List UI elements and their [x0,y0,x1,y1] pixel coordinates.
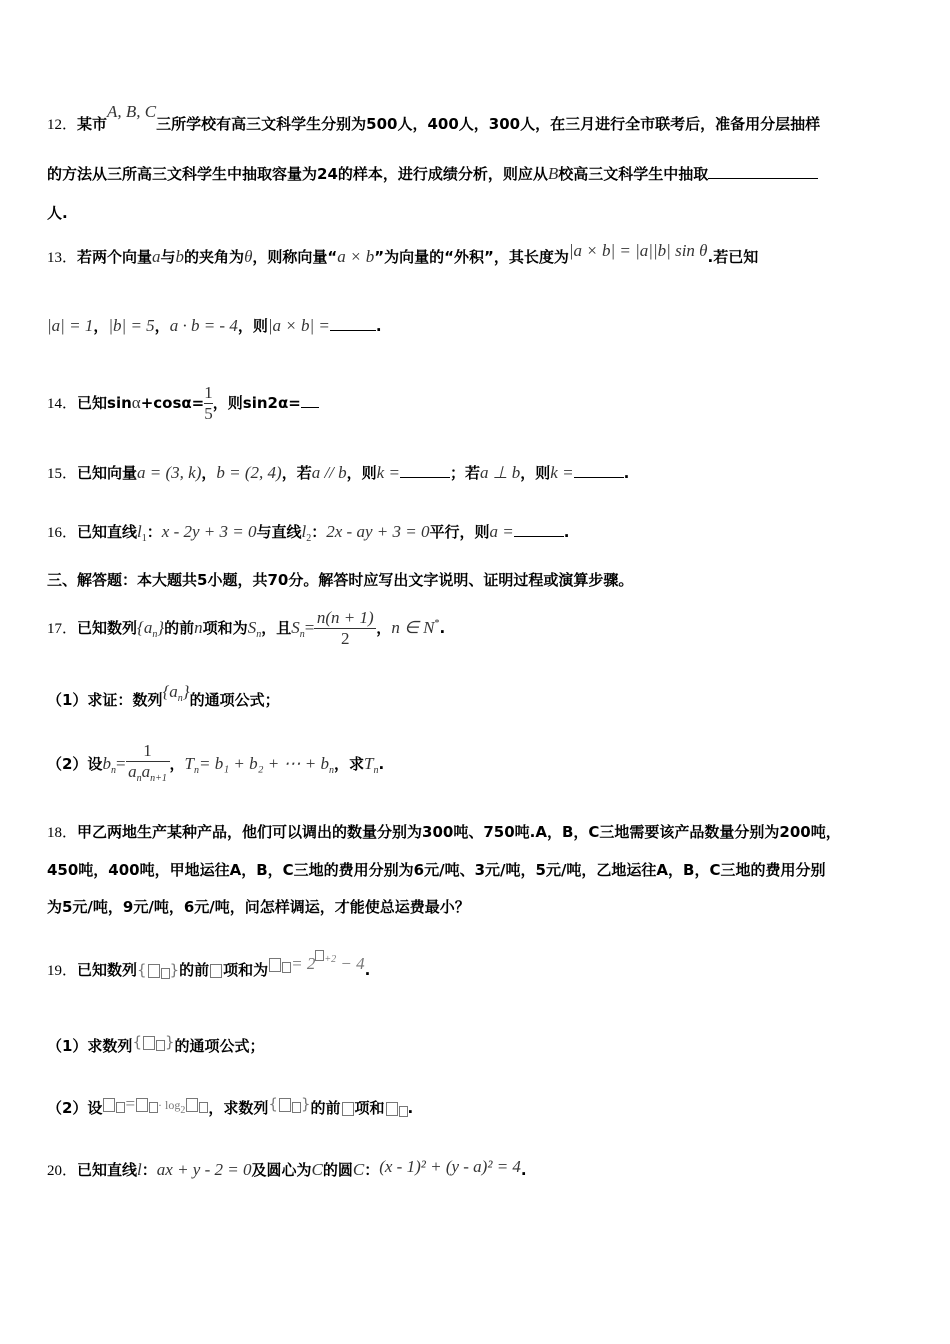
q19-eq: = 2 [291,954,316,973]
q19-number: 19． [47,963,78,979]
q17-t2: 的前 [164,619,195,637]
q15-perp: a ⊥ b [479,463,521,482]
q13-t5: ”为向量的“外积”，其长度为 [374,248,569,266]
q16-eq1: x - 2y + 3 = 0 [161,522,257,541]
q17-t5: ， [376,619,392,637]
q19-p2-label: （2）设 [47,1099,103,1117]
q19-p2-text: ，求数列 [208,1099,269,1117]
q16-line [47,522,569,549]
q14-t2: +cosα= [140,394,205,412]
q13-theta: θ [244,247,253,266]
q19-ph-S-sub [282,962,291,973]
q19-p2-ph-n [342,1102,354,1116]
q20-line [47,1157,527,1181]
q14-frac-den: 5 [204,404,213,423]
q13-b: b [175,247,185,266]
q19-p2-ph-b2 [279,1098,291,1112]
q19-p2-ph-b2-sub [292,1102,301,1113]
q15-t4: ；若 [449,464,480,482]
q16-l1: l [137,522,142,541]
q19-ph-a [148,964,160,978]
q16-l2-sub: 2 [306,533,312,544]
q19-ph-n [210,964,222,978]
q12-text1: 三所学校有高三文科学生分别为500人，400人，300人，在三月进行全市联考后，准备用分层抽样 [156,115,821,133]
q13-formula: |a × b| = |a||b| sin θ [568,241,708,260]
q19-p1-ph-a [143,1036,155,1050]
q20-l: l [137,1160,142,1179]
q12-text3: 校高三文科学生中抽取 [558,165,709,183]
q13-t4: ，则称向量“ [252,248,338,266]
q12-line1 [47,102,821,135]
q20-C: C [311,1160,323,1179]
q19-p2-text2: 的前 [310,1099,341,1117]
q17-p2-fraction [126,741,170,789]
q14-number: 14． [47,396,78,412]
q19-ph-S [269,958,281,972]
q12-answer-blank [708,164,818,179]
q17-p2-text: ，求 [333,755,364,773]
q12-number: 12． [47,117,78,133]
q19-end: . [364,961,371,979]
q19-p2-ph-a2-sub [199,1102,208,1113]
q17-end: . [439,619,446,637]
q17-n: n [194,618,203,637]
q12-pre: 某市 [77,115,108,133]
q19-t3: 项和为 [223,961,269,979]
q17-S-sub: n [256,629,262,640]
q19-p2-ph-a-sub [149,1102,158,1113]
q14-t1: 已知sin [77,394,132,412]
q19-part1: （1）求数列{ }的通项公式； [47,1033,265,1055]
q17-frac-num: n(n + 1) [316,608,374,627]
q17-frac-den: 2 [341,629,350,648]
q20-colon: ： [141,1161,157,1179]
q15-line [47,463,629,484]
q15-end: . [623,464,630,482]
q19-p2-end: . [407,1099,414,1117]
q13-axb: a × b [337,247,375,266]
q13-t6: .若已知 [707,248,759,266]
q12-line2 [47,164,818,184]
q19-p2-ph-b [103,1098,115,1112]
q20-number: 20． [47,1163,78,1179]
q17-p2-sep: ， [169,755,185,773]
q19-t1: 已知数列 [77,961,138,979]
q13-line2 [47,316,382,336]
q19-p2-ph-a [136,1098,148,1112]
q16-t1: 已知直线 [77,523,138,541]
q19-p2-ph-T [386,1102,398,1116]
q19-t2: 的前 [179,961,210,979]
q13-line1 [47,241,759,268]
q14-line [47,378,319,428]
q17-p1-text: 的通项公式； [189,691,280,709]
q16-eq2: 2x - ay + 3 = 0 [326,522,430,541]
q17-p2-frac-num: 1 [143,740,152,760]
q15-sep: ， [201,464,217,482]
q18-line1 [47,822,841,843]
q12-b: B [547,164,559,183]
q13-a: a [152,247,161,266]
q17-p1-label: （1）求证：数列 [47,691,163,709]
q19-p1-ph-a-sub [156,1040,165,1051]
q17-t1: 已知数列 [77,619,138,637]
q17-p2-T-sub: n [194,765,200,776]
q17-line [47,598,445,650]
q13-t1: 若两个向量 [77,248,153,266]
q19-p2-log-base: 2 [180,1105,186,1116]
q16-l1-sub: 1 [141,533,147,544]
q17-p2-T2: T [364,754,374,773]
q17-p2-T2-sub: n [373,765,379,776]
q19-line: 19．已知数列{ }的前 项和为 = 2 $^{+2}$ − 4. [47,956,370,981]
q17-p2-b: b [102,754,111,773]
q15-answer-blank-1 [400,463,450,478]
q17-part2 [47,738,384,790]
q16-end: . [563,523,570,541]
q20-circle-eq: (x - 1)² + (y - a)² = 4 [379,1157,521,1176]
q17-t3: 项和为 [202,619,248,637]
q17-p1-an: {a [162,682,178,701]
q17-equals: = [304,618,315,637]
q12-line3 [47,203,68,223]
q17-S2-sub: n [299,629,305,640]
q18-text1: 甲乙两地生产某种产品，他们可以调出的数量分别为300吨、750吨.A，B，C三地需要该产品数量分别为200吨， [77,823,841,841]
q17-p2-T: T [184,754,195,773]
q17-p2-b-sub: n [110,765,116,776]
q16-answer-blank [514,522,564,537]
q17-p2-frac-den-a1: a [128,761,137,781]
q19-p2-text3: 项和 [354,1099,385,1117]
q14-t3: ，则sin2α= [212,394,301,412]
q19-p2-ph-a2 [186,1098,198,1112]
q20-t1: 已知直线 [77,1161,138,1179]
q17-S: S [247,618,257,637]
q15-number: 15． [47,466,78,482]
q19-p2-ph-T-sub [399,1106,408,1117]
q17-p2-sum-sub: n [328,765,334,776]
q13-ask: |a × b| = [267,316,330,335]
q20-t3: 的圆 [322,1161,353,1179]
q19-p1-label: （1）求数列 [47,1037,133,1055]
q13-answer-blank [330,316,376,331]
q19-p2-eq: = [125,1094,136,1113]
q12-schools: A, B, C [107,102,157,121]
q17-p2-frac-den-s1: n [136,772,142,784]
q20-end: . [520,1161,527,1179]
q20-line-eq: ax + y - 2 = 0 [156,1160,252,1179]
q17-p1-an-close: } [182,682,190,701]
q16-colon1: ： [146,523,162,541]
q17-number: 17． [47,621,78,637]
q17-t4: ，且 [261,619,292,637]
q19-p1-text: 的通项公式； [174,1037,265,1055]
q16-l2: l [301,522,307,541]
q15-k2: k = [550,463,574,482]
section-3-header: 三、解答题：本大题共5小题，共70分。解答时应写出文字说明、证明过程或演算步骤。 [47,571,634,589]
q17-seq-an-close: } [157,618,165,637]
q19-exp: +2 [324,954,337,965]
q17-seq-an-sub: n [152,629,158,640]
q13-number: 13． [47,250,78,266]
q16-t2: 与直线 [256,523,302,541]
q14-answer-blank [301,393,319,408]
q16-t3: 平行，则 [429,523,490,541]
q17-part1 [47,682,280,717]
q13-t7: ，则 [237,317,268,335]
q14-alpha: α [131,393,141,412]
q17-p2-label: （2）设 [47,755,103,773]
q17-p2-frac-den-a2: a [141,761,151,781]
q13-cond2: |b| = 5 [108,316,155,335]
q13-cond3: a · b = - 4 [169,316,238,335]
q17-fraction [314,608,376,649]
q19-ph-a-sub [161,968,170,979]
q13-t3: 的夹角为 [184,248,245,266]
q17-star: * [434,618,440,629]
q13-sep2: ， [154,317,170,335]
q18-line3: 为5元/吨，9元/吨，6元/吨，问怎样调运，才能使总运费最小？ [47,898,470,916]
q18-line2: 450吨，400吨，甲地运往A，B，C三地的费用分别为6元/吨、3元/吨，5元/吨，乙地运往A，B，C三地的费用分别 [47,861,826,879]
q12-text2: 的方法从三所高三文科学生中抽取容量为24的样本，进行成绩分析，则应从 [47,165,548,183]
q17-p2-end: . [378,755,385,773]
q17-p2-equals: = [115,754,126,773]
q17-S2: S [291,618,300,637]
q12-unit: 人. [47,204,68,222]
q15-parallel: a // b [311,463,347,482]
q16-ask: a = [489,522,514,541]
q17-p2-frac-den-s2: n+1 [150,772,167,784]
q13-sep1: ， [93,317,109,335]
q13-cond1: |a| = 1 [47,316,94,335]
q17-p1-an-sub: n [177,693,183,704]
q15-answer-blank-2 [574,463,624,478]
q15-t3: ，则 [346,464,377,482]
q15-vec-b: b = (2, 4) [216,463,282,482]
q17-seq-an: {a [137,618,153,637]
q20-t2: 及圆心为 [251,1161,312,1179]
q14-fraction [204,383,213,424]
q15-vec-a: a = (3, k) [137,463,202,482]
q20-colon2: ： [364,1161,380,1179]
q13-end: . [375,317,382,335]
q20-C2: C [352,1160,365,1179]
q18-number: 18． [47,825,78,841]
q15-k1: k = [376,463,400,482]
q16-colon2: ： [311,523,327,541]
q13-t2: 与 [160,248,176,266]
q19-p2-log: · log [158,1098,181,1112]
q15-t5: ，则 [520,464,551,482]
q15-t1: 已知向量 [77,464,138,482]
q17-cond: n ∈ N [391,618,435,637]
q16-number: 16． [47,525,78,541]
q15-t2: ，若 [281,464,312,482]
q14-frac-num: 1 [204,383,213,402]
q17-p2-sum: = b₁ + b₂ + ⋯ + b [199,754,329,773]
q19-part2: （2）设 = · $\log_2$ ，求数列{ }的前 项和 . [47,1094,414,1117]
q19-minus: − 4 [336,954,365,973]
